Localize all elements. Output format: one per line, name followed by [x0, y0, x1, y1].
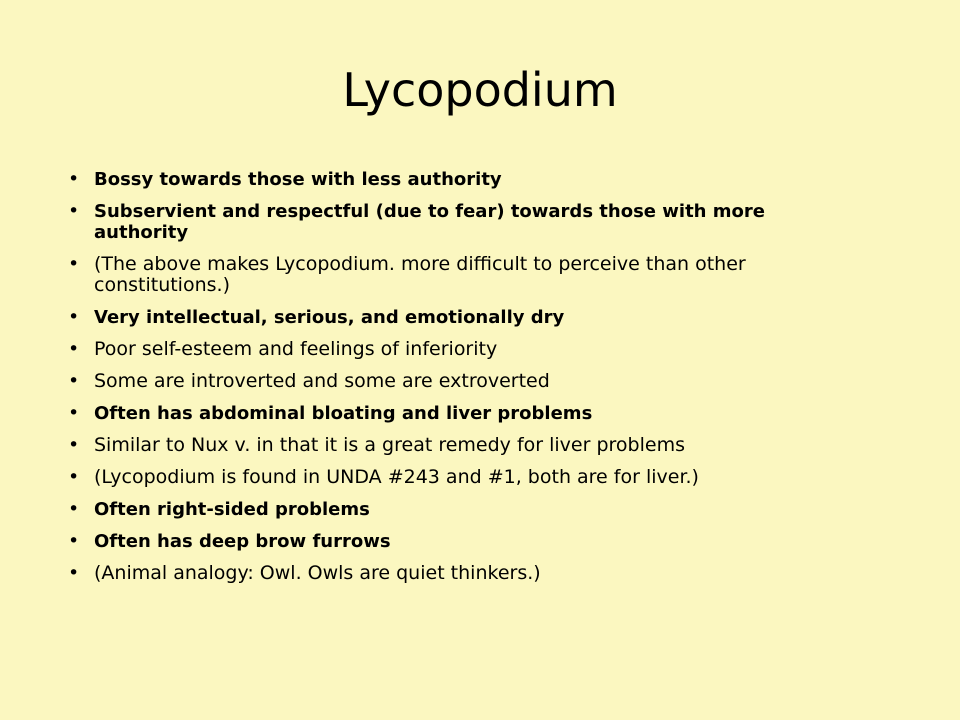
- list-item: [62, 307, 842, 328]
- list-item: [62, 467, 842, 488]
- bullet-icon: •: [68, 168, 80, 190]
- list-item: [62, 563, 842, 584]
- bullet-icon: •: [68, 498, 80, 520]
- bullet-icon: •: [68, 562, 80, 584]
- bullet-icon: •: [68, 530, 80, 552]
- bullet-icon: •: [68, 200, 80, 222]
- bullet-text: Some are introverted and some are extroverted: [94, 370, 550, 392]
- bullet-list: [62, 169, 842, 595]
- list-item: [62, 254, 842, 296]
- bullet-text: (The above makes Lycopodium. more difficult to perceive than other constitutions.): [94, 253, 746, 296]
- list-item: [62, 169, 842, 190]
- bullet-icon: •: [68, 402, 80, 424]
- bullet-icon: •: [68, 253, 80, 275]
- bullet-icon: •: [68, 370, 80, 392]
- bullet-text: Often has deep brow furrows: [94, 531, 391, 552]
- bullet-icon: •: [68, 306, 80, 328]
- bullet-text: (Lycopodium is found in UNDA #243 and #1, both are for liver.): [94, 466, 699, 488]
- list-item: [62, 201, 842, 243]
- bullet-text: (Animal analogy: Owl. Owls are quiet thinkers.): [94, 562, 541, 584]
- list-item: [62, 339, 842, 360]
- list-item: [62, 531, 842, 552]
- bullet-text: Bossy towards those with less authority: [94, 169, 502, 190]
- bullet-text: Often has abdominal bloating and liver problems: [94, 403, 593, 424]
- bullet-text: Subservient and respectful (due to fear) towards those with more authority: [94, 201, 765, 243]
- bullet-text: Often right-sided problems: [94, 499, 370, 520]
- list-item: [62, 499, 842, 520]
- list-item: [62, 435, 842, 456]
- bullet-icon: •: [68, 466, 80, 488]
- bullet-text: Poor self-esteem and feelings of inferiority: [94, 338, 498, 360]
- bullet-text: Similar to Nux v. in that it is a great remedy for liver problems: [94, 434, 685, 456]
- bullet-text: Very intellectual, serious, and emotionally dry: [94, 307, 565, 328]
- bullet-icon: •: [68, 434, 80, 456]
- slide-title: Lycopodium: [342, 63, 618, 117]
- list-item: [62, 403, 842, 424]
- bullet-icon: •: [68, 338, 80, 360]
- list-item: [62, 371, 842, 392]
